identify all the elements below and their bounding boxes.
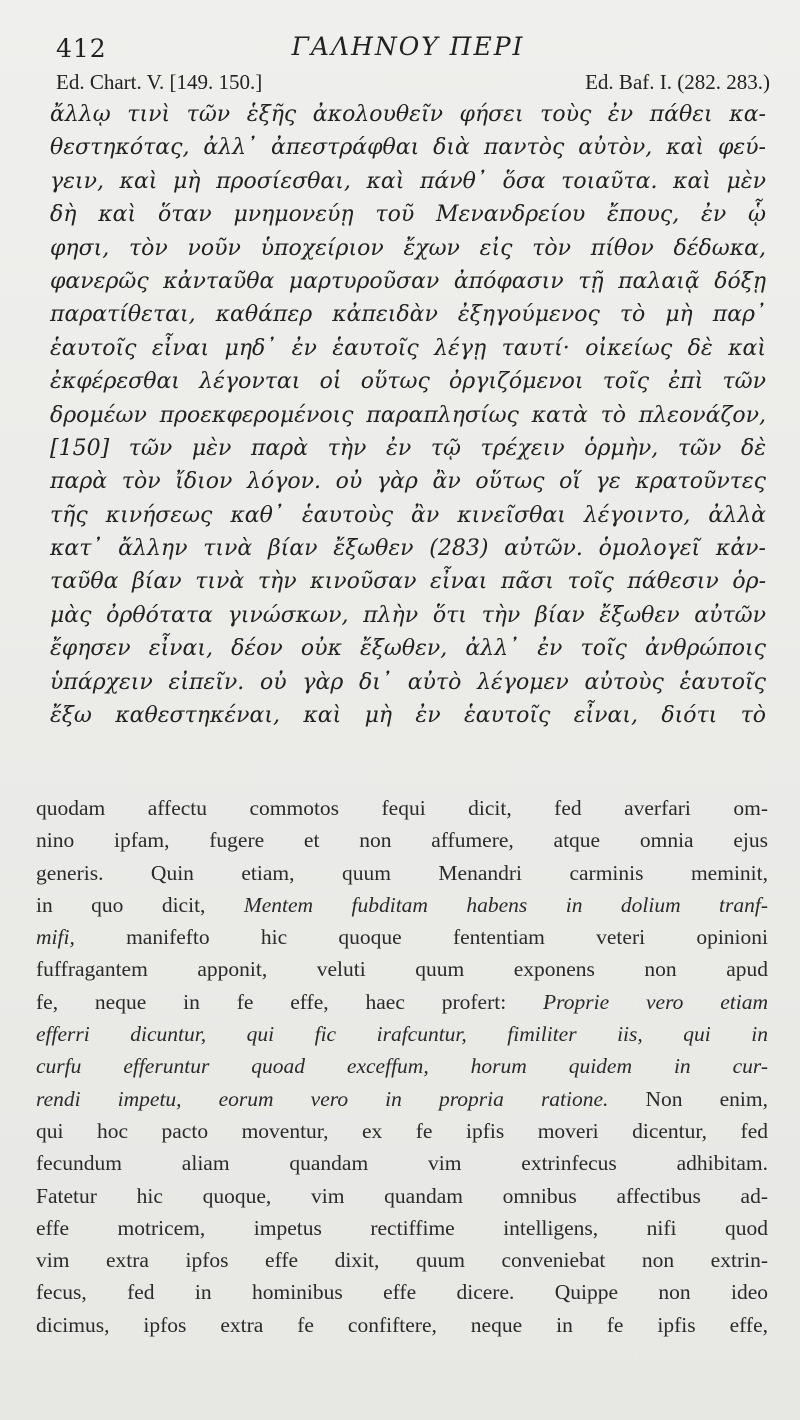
latin-segment: fecus, fed in hominibus effe dicere. Quippe non ideo — [36, 1280, 768, 1305]
greek-line: παρὰ τὸν ἴδιον λόγον. οὐ γὰρ ἂν οὕτως οἵ γε κρατοῦντες — [50, 469, 766, 495]
greek-line: ἄλλῳ τινὶ τῶν ἑξῆς ἀκολουθεῖν φήσει τοὺς ἐν πάθει κα- — [50, 102, 766, 127]
latin-line — [36, 1050, 768, 1082]
greek-line: γειν, καὶ μὴ προσίεσθαι, καὶ πάνθ᾽ ὅσα τοιαῦτα. καὶ μὲν — [50, 168, 766, 194]
greek-line: κατ᾽ ἄλλην τινὰ βίαν ἔξωθεν (283) αὐτῶν. ὁμολογεῖ κἀν- — [50, 536, 766, 562]
latin-italic-segment: mifi, — [36, 925, 75, 950]
latin-segment: effe motricem, impetus rectiffime intelligens, nifi quod — [36, 1215, 768, 1240]
edition-reference-chartier: Ed. Chart. V. [149. 150.] — [56, 70, 263, 94]
latin-italic-segment: Mentem fubditam habens in dolium tranf- — [243, 892, 768, 917]
latin-line — [36, 986, 768, 1018]
latin-italic-segment: Proprie vero etiam — [543, 989, 769, 1014]
greek-line: ἔφησεν εἶναι, δέον οὐκ ἔξωθεν, ἀλλ᾽ ἐν τοῖς ἀνθρώποις — [50, 636, 766, 662]
latin-segment: generis. Quin etiam, quum Menandri carminis meminit, — [36, 860, 768, 885]
latin-line — [36, 1244, 768, 1276]
greek-line: φανερῶς κἀνταῦθα μαρτυροῦσαν ἀπόφασιν τῇ παλαιᾷ δόξῃ — [50, 268, 766, 294]
latin-segment: quodam affectu commotos fequi dicit, fed averfari om- — [36, 796, 768, 820]
latin-line — [36, 1115, 768, 1147]
latin-italic-segment: efferri dicuntur, qui fic irafcuntur, fimiliter iis, qui in — [36, 1022, 768, 1047]
page-number: 412 — [56, 34, 107, 63]
greek-line: ἔξω καθεστηκέναι, καὶ μὴ ἐν ἑαυτοῖς εἶναι, διότι τὸ — [50, 703, 766, 729]
latin-segment: dicimus, ipfos extra fe confiftere, neque in fe ipfis effe, — [36, 1312, 768, 1337]
latin-line — [36, 792, 768, 824]
latin-text-block — [36, 792, 768, 1341]
latin-segment: fuffragantem apponit, veluti quum exponens non apud — [36, 957, 768, 982]
latin-line — [36, 1212, 768, 1244]
latin-segment: fecundum aliam quandam vim extrinfecus adhibitam. — [36, 1151, 768, 1176]
greek-line: φησι, τὸν νοῦν ὑποχείριον ἔχων εἰς τὸν πίθον δέδωκα, — [50, 235, 766, 261]
latin-segment: Fatetur hic quoque, vim quandam omnibus affectibus ad- — [36, 1183, 768, 1208]
latin-line — [36, 1276, 768, 1308]
greek-line: ὑπάρχειν εἰπεῖν. οὐ γὰρ δι᾽ αὐτὸ λέγομεν αὐτοὺς ἑαυτοῖς — [50, 669, 766, 695]
latin-segment: qui hoc pacto moventur, ex fe ipfis moveri dicentur, fed — [36, 1118, 768, 1143]
latin-line — [36, 921, 768, 953]
latin-italic-segment: curfu efferuntur quoad exceffum, horum quidem in cur- — [36, 1054, 768, 1079]
latin-segment: manifefto hic quoque fententiam veteri opinioni — [74, 925, 768, 950]
page-header — [56, 28, 760, 68]
latin-line — [36, 1083, 768, 1115]
greek-line: θεστηκότας, ἀλλ᾽ ἀπεστράφθαι διὰ παντὸς αὐτὸν, καὶ φεύ- — [50, 135, 766, 161]
latin-line — [36, 1309, 768, 1341]
greek-line: [150] τῶν μὲν παρὰ τὴν ἐν τῷ τρέχειν ὁρμὴν, τῶν δὲ — [50, 435, 766, 461]
greek-line: δὴ καὶ ὅταν μνημονεύῃ τοῦ Μενανδρείου ἔπους, ἐν ᾧ — [50, 202, 766, 228]
latin-line — [36, 1180, 768, 1212]
latin-segment: Non enim, — [608, 1086, 768, 1111]
latin-line — [36, 857, 768, 889]
greek-line: ἐκφέρεσθαι λέγονται οἱ οὕτως ὀργιζόμενοι τοῖς ἐπὶ τῶν — [50, 369, 766, 395]
latin-line — [36, 889, 768, 921]
greek-line: δρομέων προεκφερομένοις παραπλησίως κατὰ τὸ πλεονάζον, — [50, 402, 766, 428]
greek-line: μὰς ὀρθότατα γινώσκων, πλὴν ὅτι τὴν βίαν ἔξωθεν αὐτῶν — [50, 602, 766, 628]
greek-line: παρατίθεται, καθάπερ κἀπειδὰν ἐξηγούμενος τὸ μὴ παρ᾽ — [50, 302, 766, 328]
greek-line: ταῦθα βίαν τινὰ τὴν κινοῦσαν εἶναι πᾶσι τοῖς πάθεσιν ὁρ- — [50, 569, 766, 595]
running-title: ΓΑΛΗΝΟΥ ΠΕΡΙ — [291, 32, 525, 61]
latin-segment: nino ipfam, fugere et non affumere, atque omnia ejus — [36, 828, 768, 853]
edition-references — [56, 70, 770, 100]
greek-text-block — [50, 98, 766, 732]
latin-italic-segment: rendi impetu, eorum vero in propria ratione. — [36, 1086, 609, 1111]
edition-reference-basel: Ed. Baf. I. (282. 283.) — [585, 70, 770, 94]
latin-line — [36, 1147, 768, 1179]
latin-line — [36, 1018, 768, 1050]
greek-line: τῆς κινήσεως καθ᾽ ἑαυτοὺς ἂν κινεῖσθαι λέγοιντο, ἀλλὰ — [50, 502, 766, 528]
latin-segment: vim extra ipfos effe dixit, quum conveniebat non extrin- — [36, 1248, 768, 1273]
greek-line: ἑαυτοῖς εἶναι μηδ᾽ ἐν ἑαυτοῖς λέγῃ ταυτί· οἰκείως δὲ καὶ — [50, 335, 766, 361]
latin-line — [36, 953, 768, 985]
latin-line — [36, 824, 768, 856]
latin-segment: fe, neque in fe effe, haec profert: — [36, 989, 544, 1014]
latin-segment: in quo dicit, — [36, 892, 244, 917]
